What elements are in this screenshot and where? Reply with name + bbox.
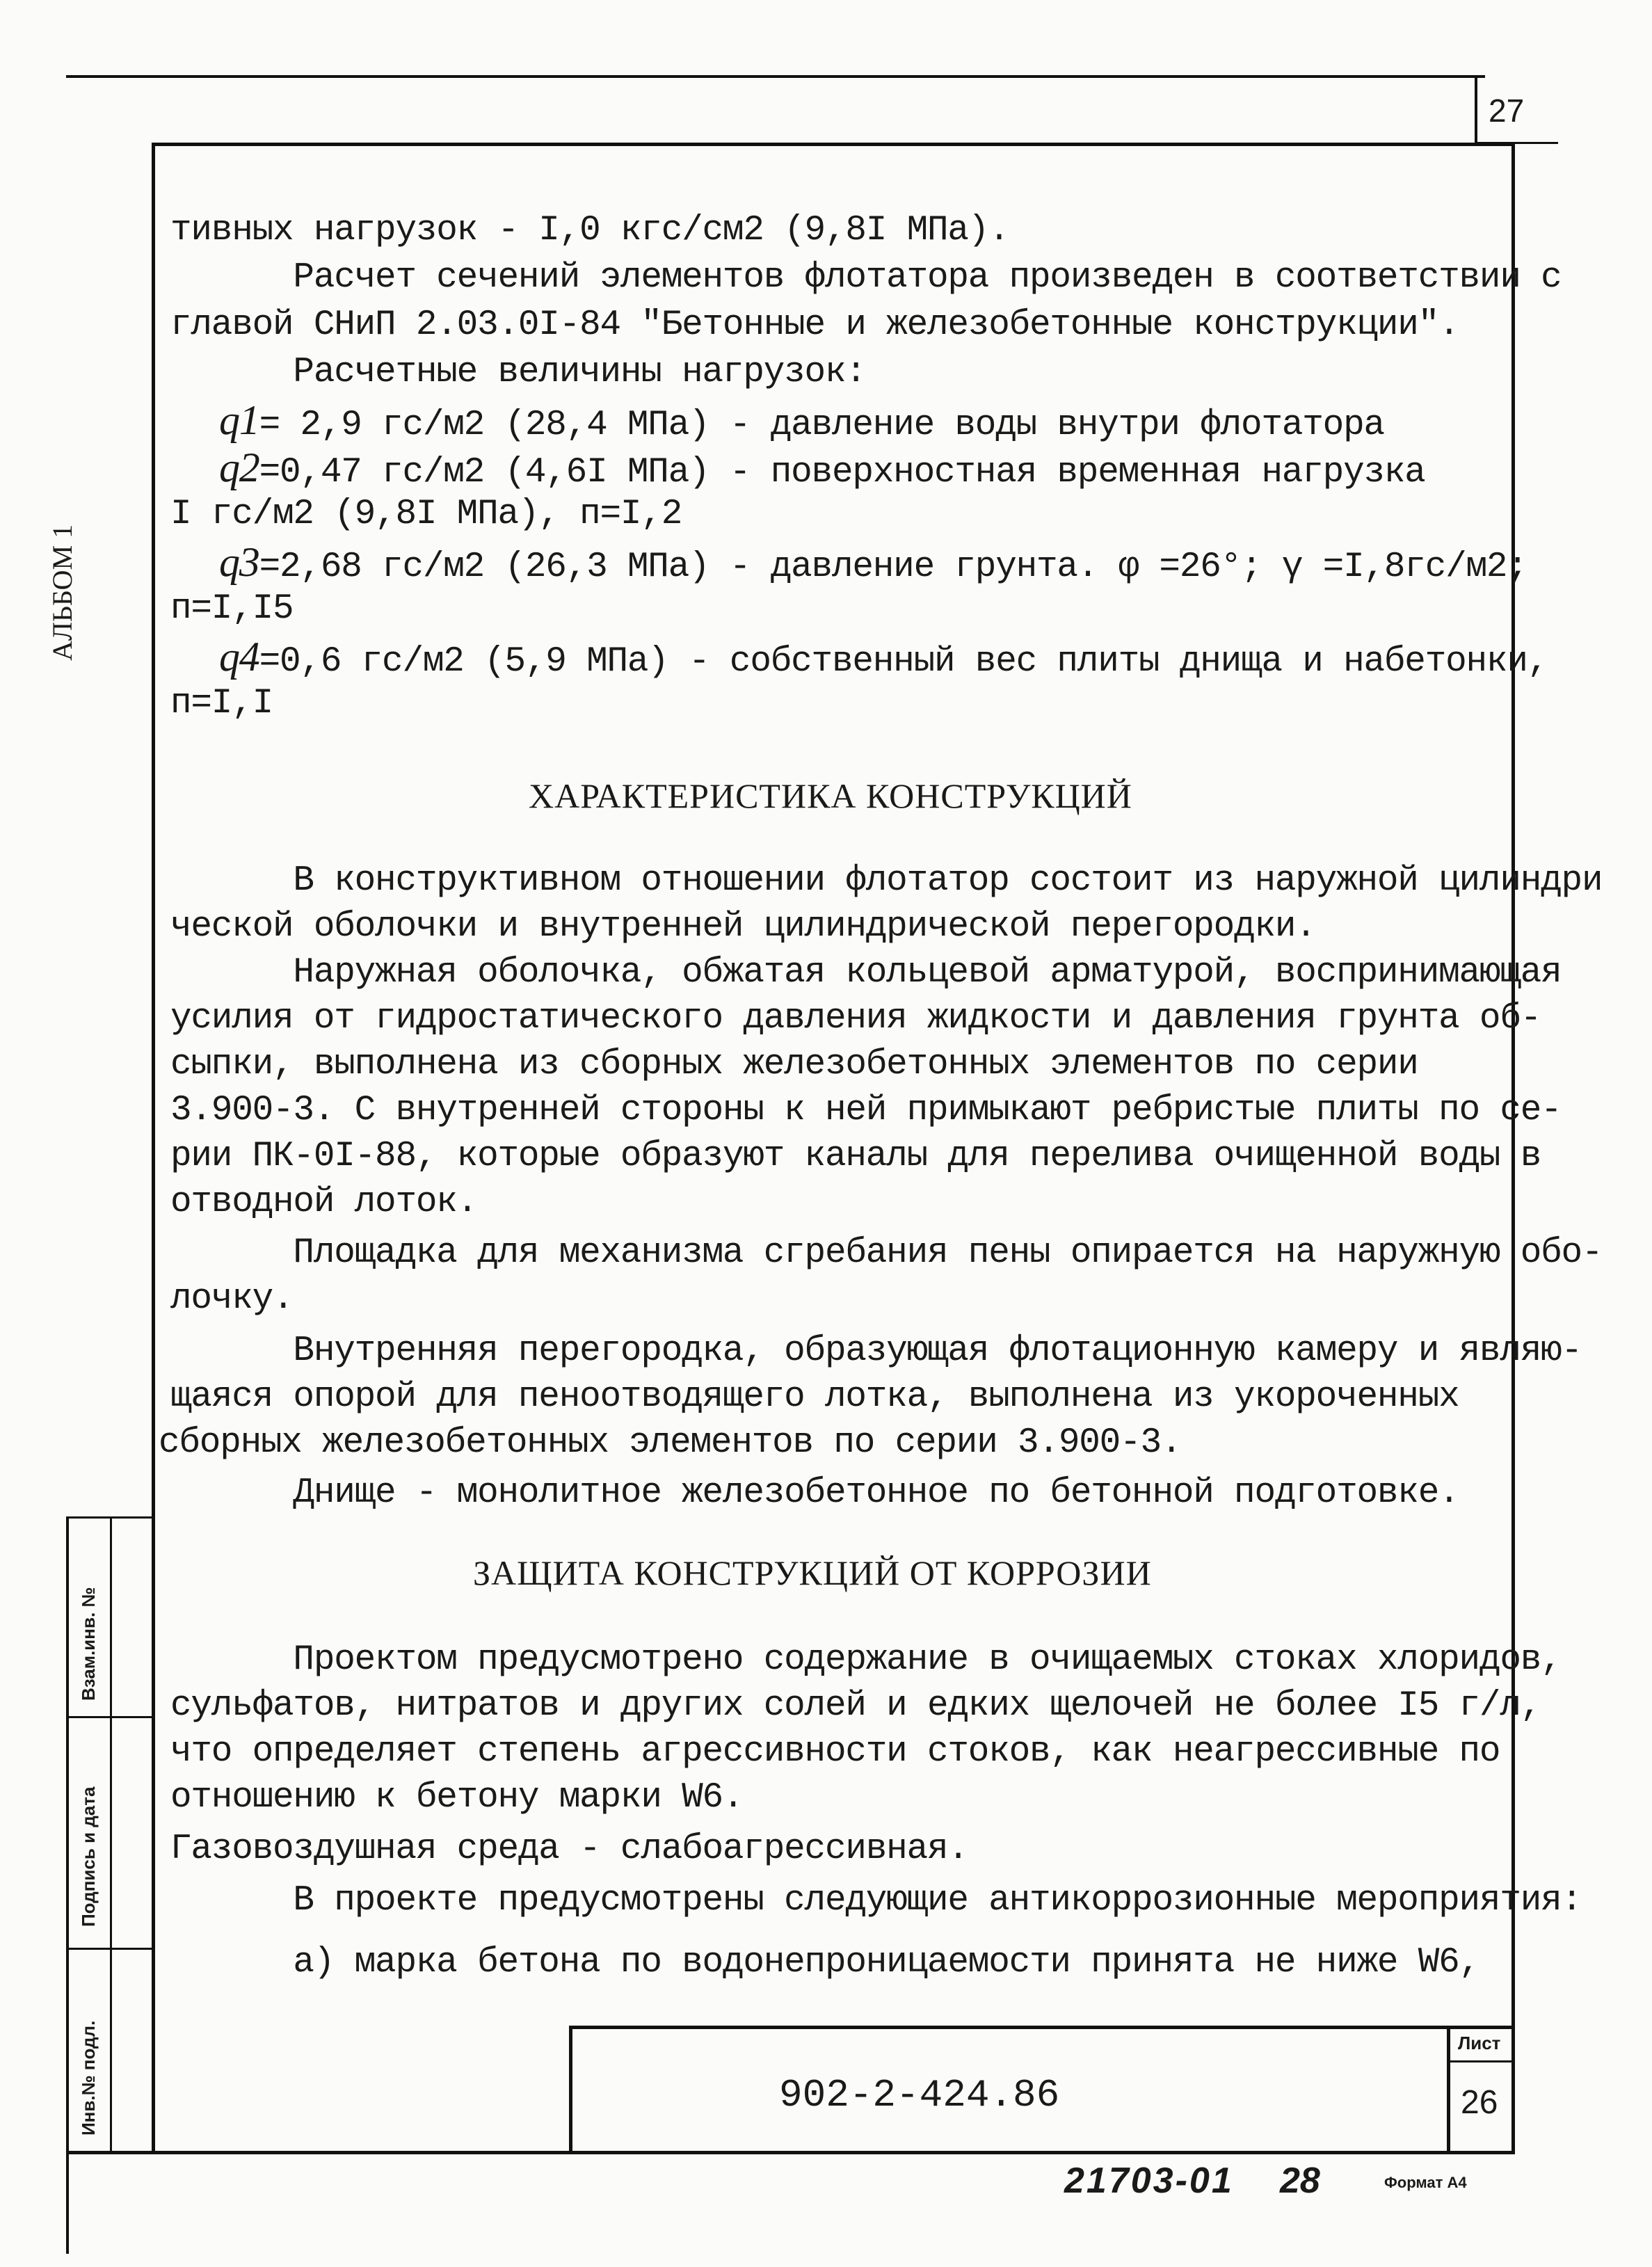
body-line-8: усилия от гидростатического давления жидкости и давления грунта об- <box>170 999 1541 1039</box>
load-q3: q3=2,68 гс/м2 (26,3 МПа) - давление грунта. φ =26°; γ =I,8гс/м2; <box>219 539 1527 587</box>
sheet-label: Лист <box>1458 2033 1501 2053</box>
body-line-1: тивных нагрузок - I,0 кгс/см2 (9,8I МПа). <box>170 211 1009 250</box>
footer-page: 28 <box>1280 2161 1320 2201</box>
side-album-label: АЛЬБОМ 1 <box>47 524 78 661</box>
margin-line-inner <box>110 1516 112 2154</box>
body-line-20: сульфатов, нитратов и других солей и едких щелочей не более I5 г/л, <box>170 1686 1541 1726</box>
heading-characteristics: ХАРАКТЕРИСТИКА КОНСТРУКЦИЙ <box>529 776 1132 815</box>
q2-symbol: q2 <box>219 444 259 490</box>
body-line-23: Газовоздушная среда - слабоагрессивная. <box>170 1829 968 1869</box>
body-line-19: Проектом предусмотрено содержание в очищаемых стоках хлоридов, <box>170 1640 1562 1680</box>
q3-symbol: q3 <box>219 539 259 585</box>
body-line-12: отводной лоток. <box>170 1183 478 1222</box>
body-line-5: В конструктивном отношении флотатор состоит из наружной цилиндри <box>170 861 1603 901</box>
margin-line-outer <box>66 1516 69 2254</box>
sheet-number: 26 <box>1461 2084 1498 2121</box>
body-line-7: Наружная оболочка, обжатая кольцевой арматурой, воспринимающая <box>170 953 1562 993</box>
stamp-inv-label: Инв.№ подл. <box>78 2020 99 2136</box>
body-line-9: сыпки, выполнена из сборных железобетонных элементов по серии <box>170 1045 1418 1084</box>
top-rule <box>66 75 1485 78</box>
body-line-3: главой СНиП 2.03.0I-84 "Бетонные и железобетонные конструкции". <box>170 305 1459 345</box>
footer-format: Формат А4 <box>1384 2174 1467 2191</box>
stamp-top <box>66 1516 153 1519</box>
body-line-11: рии ПК-0I-88, которые образуют каналы для перелива очищенной воды в <box>170 1137 1541 1176</box>
body-line-25: а) марка бетона по водонепроницаемости принята не ниже W6, <box>170 1943 1479 1982</box>
load-q4-cont: п=I,I <box>170 684 273 723</box>
body-line-6: ческой оболочки и внутренней цилиндрической перегородки. <box>170 907 1316 947</box>
page-number-box-left <box>1475 75 1477 145</box>
stamp-sign-label: Подпись и дата <box>78 1786 99 1927</box>
load-q3-cont: п=I,I5 <box>170 589 294 629</box>
load-q4: q4=0,6 гс/м2 (5,9 МПа) - собственный вес плиты днища и набетонки, <box>219 634 1548 682</box>
stamp-vzam-label: Взам.инв. № <box>78 1587 99 1701</box>
body-line-18: Днище - монолитное железобетонное по бетонной подготовке. <box>170 1473 1459 1513</box>
load-q2: q2=0,47 гс/м2 (4,6I МПа) - поверхностная временная нагрузка <box>219 444 1425 492</box>
heading-corrosion: ЗАЩИТА КОНСТРУКЦИЙ ОТ КОРРОЗИИ <box>473 1553 1152 1592</box>
drawing-code: 902-2-424.86 <box>779 2073 1060 2117</box>
load-q2-cont: I гс/м2 (9,8I МПа), п=I,2 <box>170 495 682 534</box>
body-line-13: Площадка для механизма сгребания пены опирается на наружную обо- <box>170 1233 1603 1273</box>
stamp-divider-2 <box>66 1948 153 1950</box>
body-line-10: 3.900-3. С внутренней стороны к ней примыкают ребристые плиты по се- <box>170 1091 1562 1130</box>
body-line-21: что определяет степень агрессивности стоков, как неагрессивные по <box>170 1732 1500 1772</box>
body-line-17: сборных железобетонных элементов по серии 3.900-3. <box>159 1423 1182 1463</box>
body-line-15: Внутренняя перегородка, образующая флотационную камеру и являю- <box>170 1331 1582 1371</box>
title-block-sheet-divider <box>1447 2026 1450 2154</box>
body-line-22: отношению к бетону марки W6. <box>170 1778 744 1818</box>
body-line-14: лочку. <box>170 1279 294 1319</box>
q4-symbol: q4 <box>219 634 259 680</box>
body-line-4: Расчетные величины нагрузок: <box>170 353 866 392</box>
body-line-2: Расчет сечений элементов флотатора произведен в соответствии с <box>170 258 1562 298</box>
body-line-16: щаяся опорой для пеноотводящего лотка, выполнена из укороченных <box>170 1377 1459 1417</box>
stamp-divider-1 <box>66 1716 153 1718</box>
q1-symbol: q1 <box>219 397 259 443</box>
page-number-top: 27 <box>1489 93 1525 129</box>
load-q1: q1= 2,9 гс/м2 (28,4 МПа) - давление воды внутри флотатора <box>219 397 1384 445</box>
footer-inventory: 21703-01 <box>1064 2161 1234 2201</box>
body-line-24: В проекте предусмотрены следующие антикоррозионные мероприятия: <box>170 1881 1582 1921</box>
title-block-sheet-rule <box>1447 2060 1515 2062</box>
